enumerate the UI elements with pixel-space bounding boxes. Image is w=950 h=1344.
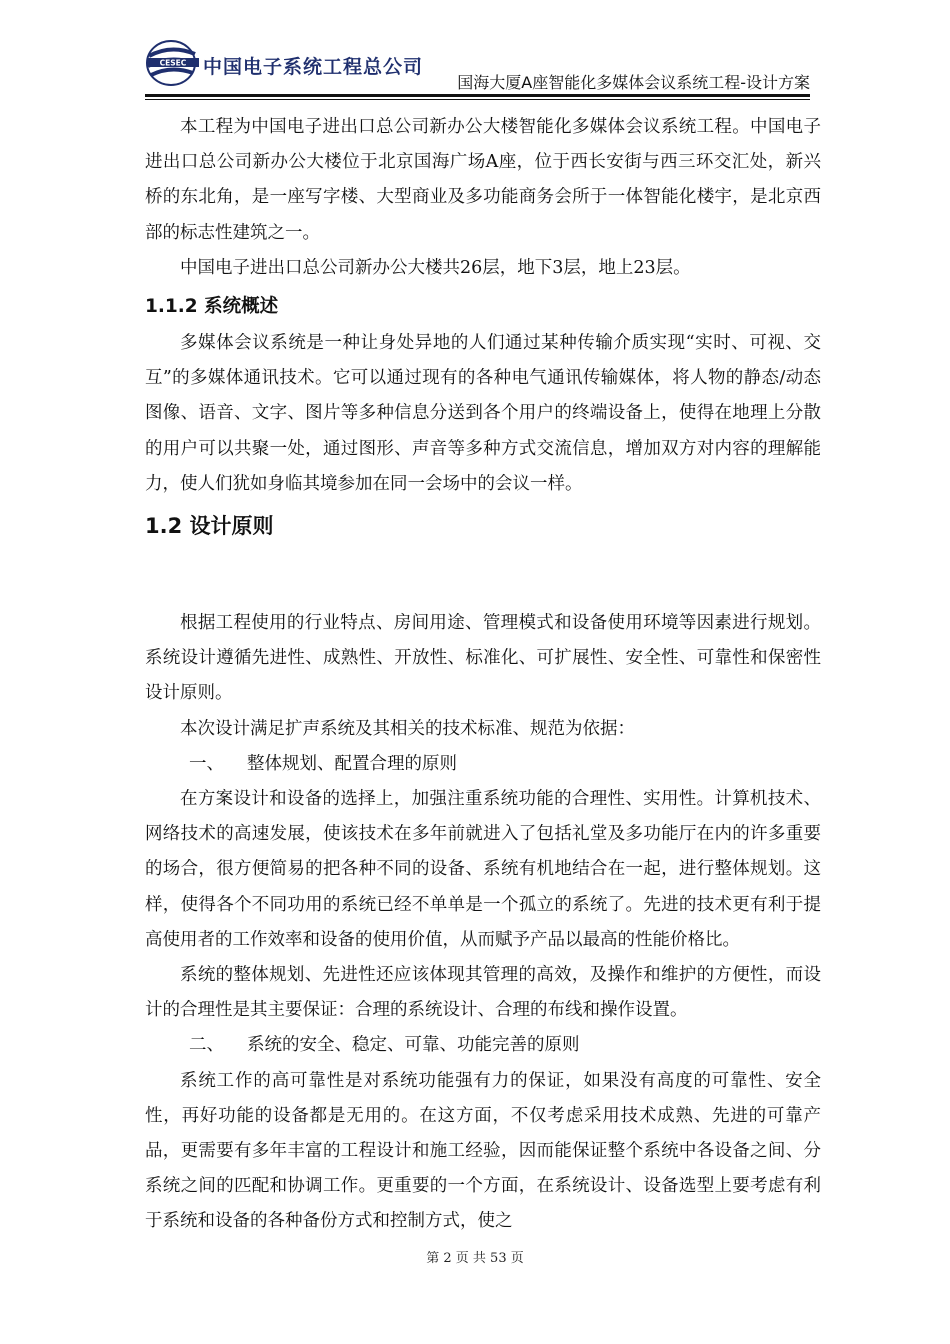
- section-heading-1-1-2: 1.1.2 系统概述: [145, 296, 279, 318]
- enumerated-principle-1: [145, 747, 821, 782]
- spacer: [145, 548, 821, 606]
- header-rule-thin: [145, 99, 810, 100]
- paragraph: 系统工作的高可靠性是对系统功能强有力的保证，如果没有高度的可靠性、安全性，再好功能的设备都是无用的。在这方面，不仅考虑采用技术成熟、先进的可靠产品，更需要有多年丰富的工程设计和施工经验，因而能保证整个系统中各设备之间、分系统之间的匹配和协调工作。更重要的一个方面，在系统设计、设备选型上要考虑有利于系统和设备的各种备份方式和控制方式，使之: [145, 1070, 821, 1232]
- paragraph: 本工程为中国电子进出口总公司新办公大楼智能化多媒体会议系统工程。中国电子进出口总公司新办公大楼位于北京国海广场A座，位于西长安街与西三环交汇处，新兴桥的东北角，是一座写字楼、大型商业及多功能商务会所于一体智能化楼宇，是北京西部的标志性建筑之一。: [145, 117, 821, 243]
- paragraph: 系统的整体规划、先进性还应该体现其管理的高效，及操作和维护的方便性，而设计的合理性是其主要保证：合理的系统设计、合理的布线和操作设置。: [145, 965, 821, 1021]
- page-number: 第 2 页 共 53 页: [426, 1251, 524, 1266]
- paragraph: 中国电子进出口总公司新办公大楼共26层，地下3层，地上23层。: [180, 257, 691, 278]
- svg-text:CESEC: CESEC: [159, 58, 187, 68]
- paragraph: 本次设计满足扩声系统及其相关的技术标准、规范为依据：: [180, 718, 635, 739]
- paragraph: 在方案设计和设备的选择上，加强注重系统功能的合理性、实用性。计算机技术、网络技术的高速发展，使该技术在多年前就进入了包括礼堂及多功能厅在内的许多重要的场合，很方便简易的把各种不同的设备、系统有机地结合在一起，进行整体规划。这样，使得各个不同功用的系统已经不单单是一个孤立的系统了。先进的技术更有利于提高使用者的工作效率和设备的使用价值，从而赋予产品以最高的性能价格比。: [145, 789, 821, 950]
- section-heading-1-2: 1.2 设计原则: [145, 514, 274, 539]
- page-header: [145, 34, 810, 96]
- enum-number: 一、: [189, 753, 224, 774]
- document-title: 国海大厦A座智能化多媒体会议系统工程-设计方案: [457, 73, 810, 92]
- page-content: [145, 110, 821, 1240]
- enum-text: 整体规划、配置合理的原则: [247, 753, 457, 774]
- enum-number: 二、: [189, 1035, 224, 1056]
- enumerated-principle-2: [145, 1028, 821, 1063]
- company-logo: [145, 38, 424, 88]
- enum-text: 系统的安全、稳定、可靠、功能完善的原则: [247, 1035, 580, 1056]
- paragraph: 根据工程使用的行业特点、房间用途、管理模式和设备使用环境等因素进行规划。系统设计遵循先进性、成熟性、开放性、标准化、可扩展性、安全性、可靠性和保密性设计原则。: [145, 613, 821, 704]
- cesec-globe-icon: [145, 38, 201, 88]
- header-rule-thick: [145, 94, 810, 97]
- company-name: 中国电子系统工程总公司: [203, 56, 424, 78]
- paragraph: 多媒体会议系统是一种让身处异地的人们通过某种传输介质实现“实时、可视、交互”的多媒体通讯技术。它可以通过现有的各种电气通讯传输媒体，将人物的静态/动态图像、语音、文字、图片等多种信息分送到各个用户的终端设备上，使得在地理上分散的用户可以共聚一处，通过图形、声音等多种方式交流信息，增加双方对内容的理解能力，使人们犹如身临其境参加在同一会场中的会议一样。: [145, 333, 821, 494]
